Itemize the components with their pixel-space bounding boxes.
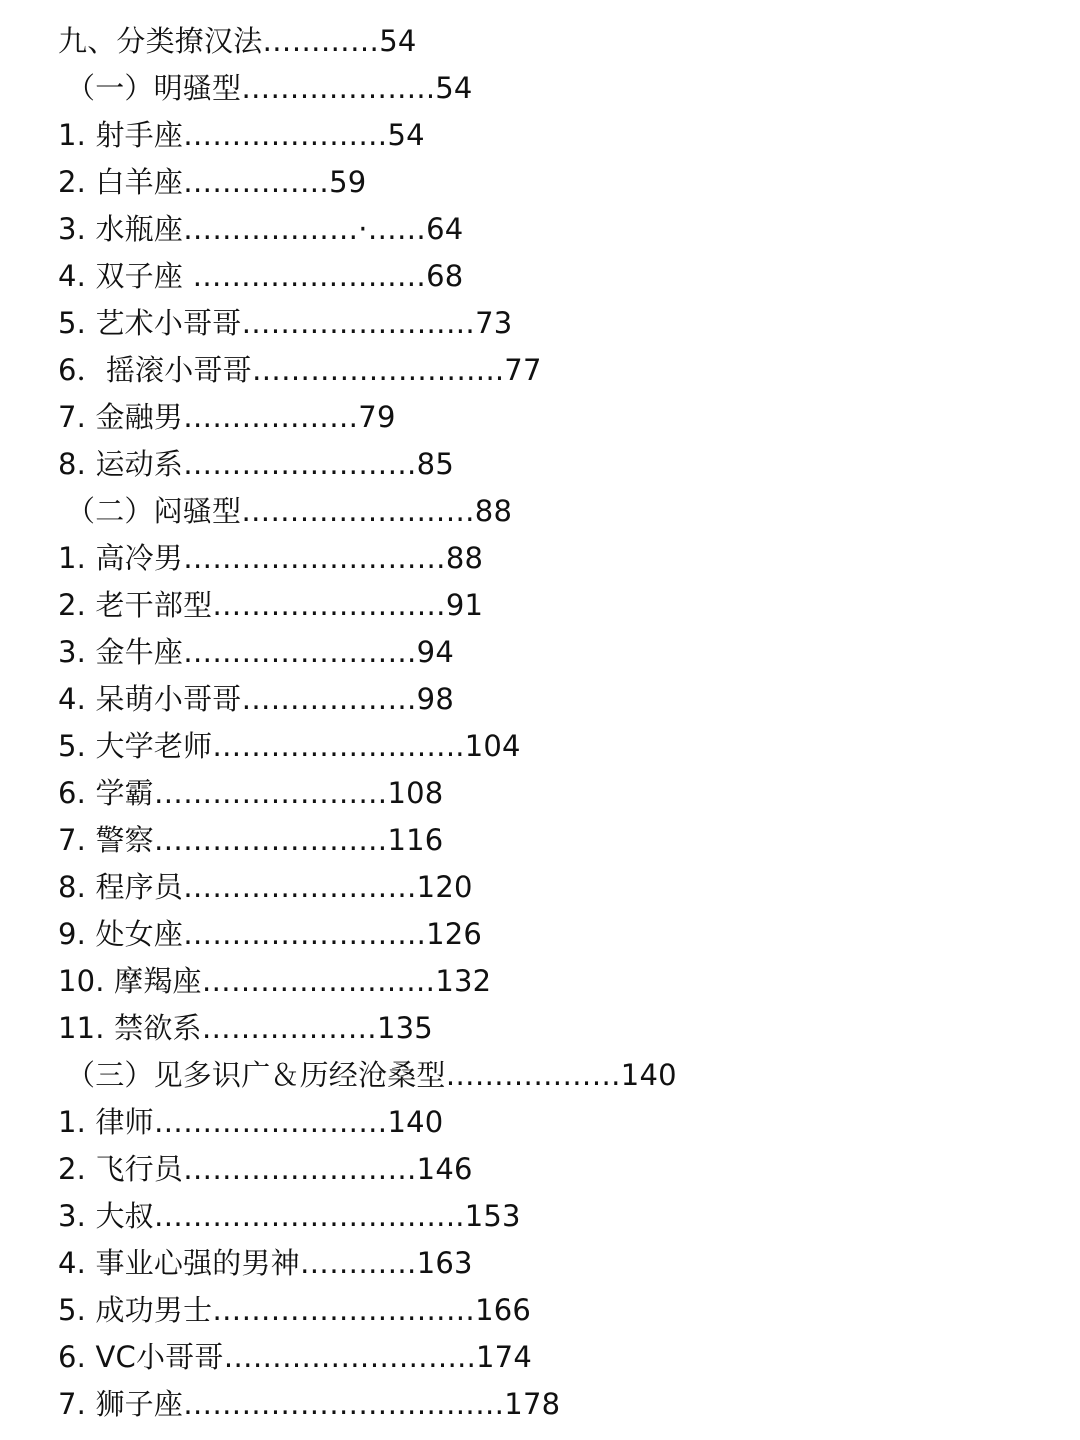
- toc-entry: 4. 双子座 ……………………68: [58, 259, 464, 293]
- toc-entry: 4. 呆萌小哥哥………………98: [58, 682, 454, 716]
- toc-entry: 7. 狮子座……………………………178: [58, 1387, 561, 1421]
- toc-entry: 8. 运动系……………………85: [58, 447, 454, 481]
- toc-entry: 1. 高冷男………………………88: [58, 541, 484, 575]
- toc-entry: 1. 律师……………………140: [58, 1105, 444, 1139]
- table-of-contents: [58, 18, 1058, 1428]
- toc-entry: 11. 禁欲系………………135: [58, 1011, 433, 1045]
- toc-entry: 1. 射手座…………………54: [58, 118, 425, 152]
- toc-chapter-heading: 九、分类撩汉法…………54: [58, 24, 417, 58]
- toc-entry: 6．摇滚小哥哥……………………..77: [58, 353, 542, 387]
- toc-entry: 9. 处女座…………………….126: [58, 917, 483, 951]
- toc-entry: 5. 艺术小哥哥……………………73: [58, 306, 513, 340]
- toc-section-heading: （一）明骚型………………..54: [66, 71, 473, 105]
- toc-entry: 5. 成功男士………………………166: [58, 1293, 532, 1327]
- toc-section-heading: （三）见多识广＆历经沧桑型………………140: [66, 1058, 677, 1092]
- toc-entry: 2. 老干部型……………………91: [58, 588, 484, 622]
- toc-entry: 4. 事业心强的男神…………163: [58, 1246, 473, 1280]
- toc-entry: 2. 飞行员……………………146: [58, 1152, 473, 1186]
- toc-entry: 10. 摩羯座……………………132: [58, 964, 492, 998]
- toc-section-heading: （二）闷骚型……………………88: [66, 494, 513, 528]
- toc-entry: 2. 白羊座……………59: [58, 165, 367, 199]
- toc-entry: 6. 学霸……………………108: [58, 776, 444, 810]
- toc-entry: 7. 金融男………………79: [58, 400, 396, 434]
- toc-entry: 7. 警察……………………116: [58, 823, 444, 857]
- toc-entry: 8. 程序员……………………120: [58, 870, 473, 904]
- toc-entry: 3. 大叔…………………………..153: [58, 1199, 521, 1233]
- toc-entry: 3. 水瓶座………………·……64: [58, 212, 464, 246]
- toc-entry: 3. 金牛座……………………94: [58, 635, 454, 669]
- toc-entry: 5. 大学老师……………………..104: [58, 729, 521, 763]
- toc-entry: 6. VC小哥哥……………………..174: [58, 1340, 532, 1374]
